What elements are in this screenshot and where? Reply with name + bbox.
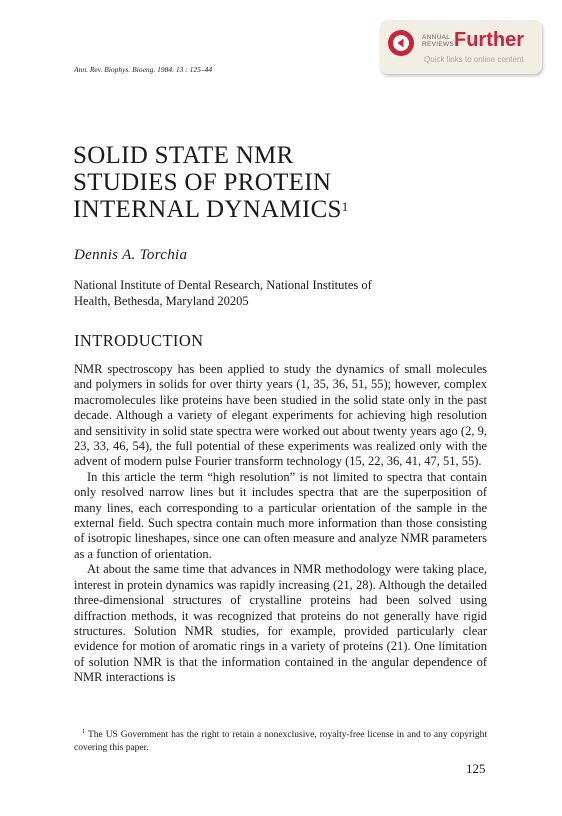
section-heading: INTRODUCTION (74, 331, 204, 350)
badge-further-text: Further (454, 29, 524, 51)
title-line-3-text: INTERNAL DYNAMICS (73, 196, 342, 223)
page-number: 125 (466, 761, 486, 776)
paragraph-2: In this article the term “high resolution” is not limited to spectra that contain only resolved narrow lines but it includes spectra that are the superposition of many lines, each corresponding to a particular orientation of the sample in the external field. Such spectra contain much more information than those consisting of isotropic lineshapes, since one can often measure and analyze NMR parameters as a function of orientation. (74, 469, 487, 561)
affiliation-line-1: National Institute of Dental Research, National Institutes of (74, 278, 372, 292)
paragraph-3: At about the same time that advances in NMR methodology were taking place, interest in protein dynamics was rapidly increasing (21, 28). Although the detailed three-dimensional structures of crystalline proteins had been solved using diffraction methods, it was recognized that proteins do not generally have rigid structures. Solution NMR studies, for example, provided particularly clear evidence for motion of aromatic rings in a variety of proteins (21). One limitation of solution NMR is that the information contained in the angular dependence of NMR interactions is (74, 562, 487, 685)
badge-annual-text: ANNUAL (422, 34, 451, 41)
affiliation (74, 277, 514, 309)
badge-reviews-text: REVIEWS (422, 41, 455, 48)
article-title (73, 142, 349, 223)
journal-citation: Ann. Rev. Biophys. Bioeng. 1984. 13 : 125–44 (74, 65, 213, 74)
body-text (74, 362, 487, 686)
title-line-2: STUDIES OF PROTEIN (73, 169, 332, 196)
title-line-3 (73, 196, 349, 223)
further-badge[interactable] (380, 20, 542, 74)
title-line-1: SOLID STATE NMR (73, 142, 294, 169)
arrow-back-icon (388, 30, 414, 56)
paragraph-1: NMR spectroscopy has been applied to study the dynamics of small molecules and polymers in solids for over thirty years (1, 35, 36, 51, 55); however, complex macromolecules like proteins have been studied in the solid state only in the past decade. Although a variety of elegant experiments for achieving high resolution and sensitivity in solid state spectra were worked out about twenty years ago (2, 9, 23, 33, 46, 54), the full potential of these experiments was realized only with the advent of modern pulse Fourier transform technology (15, 22, 36, 41, 47, 51, 55). (74, 362, 487, 469)
footnote (74, 726, 487, 754)
author-name: Dennis A. Torchia (74, 247, 188, 263)
badge-tagline: Quick links to online content (424, 55, 524, 64)
footnote-mark: 1 (82, 728, 86, 735)
title-footnote-mark: 1 (341, 199, 349, 214)
footnote-text: The US Government has the right to retain a nonexclusive, royalty-free license in and to any copyright covering this paper. (74, 730, 487, 753)
affiliation-line-2: Health, Bethesda, Maryland 20205 (74, 294, 249, 308)
